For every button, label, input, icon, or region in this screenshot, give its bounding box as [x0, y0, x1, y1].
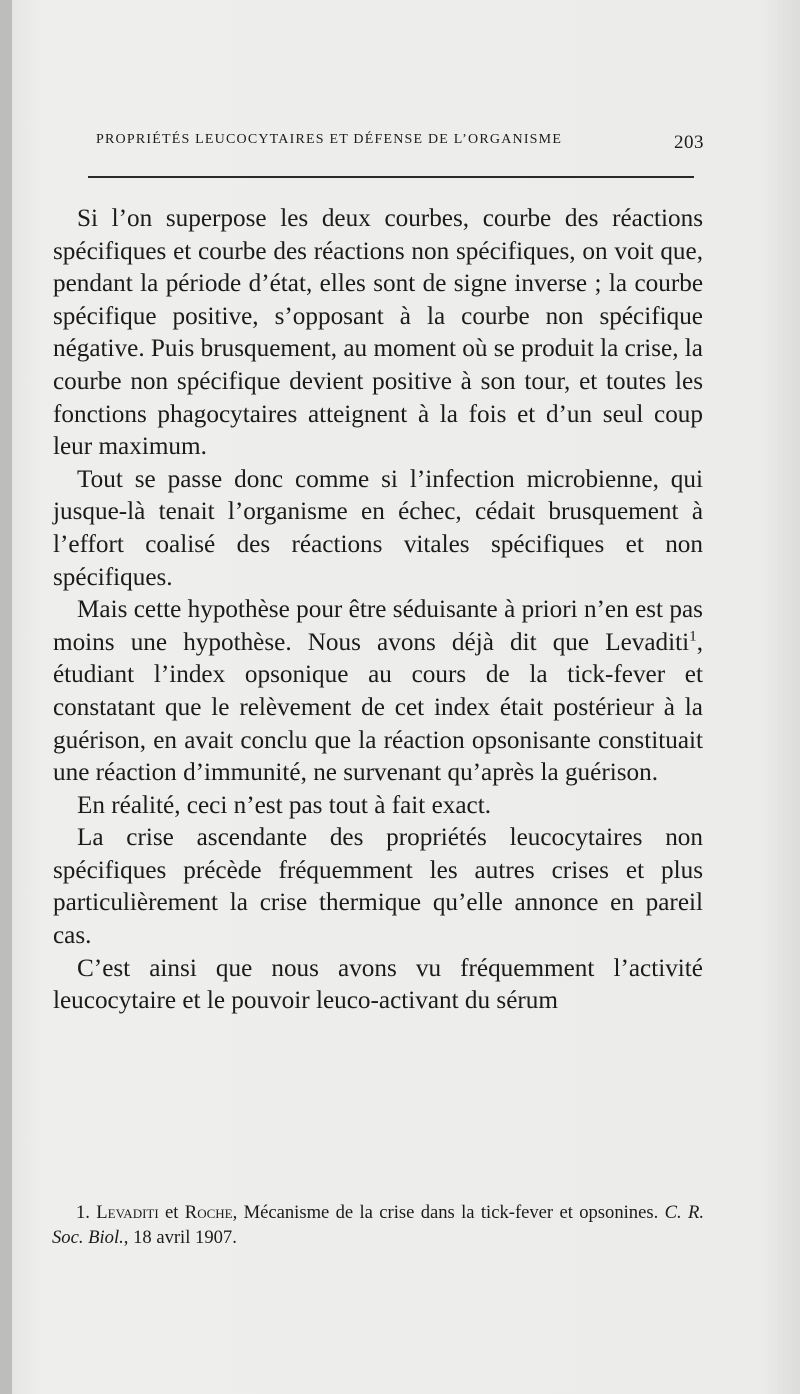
footnote-et: et — [165, 1202, 179, 1223]
paragraph-2: Tout se passe donc comme si l’infection microbienne, qui jusque-là tenait l’organisme en échec, cédait brusquement à l’effort coalisé des réactions vitales spécifiques et non spécifiques. — [53, 465, 703, 591]
footnote-author-2: Roche — [184, 1202, 233, 1223]
paragraph-5: La crise ascendante des propriétés leucocytaires non spécifiques précède fréquemment les autres crises et plus particulièrement la crise thermique qu’elle annonce en pareil cas. — [53, 824, 703, 950]
footnote-journal: C. R. Soc. Biol. — [52, 1202, 704, 1248]
footnote-title: , Mécanisme de la crise dans la tick-fever et opsonines. — [232, 1202, 659, 1223]
paragraph-3-end: , étudiant l’index opsonique au cours de la tick-fever et constatant que le relèvement de cet index était postérieur à la guérison, en avait conclu que la réaction opsonisante constituait une réaction d’immunité, ne survenant qu’après la guérison. — [53, 628, 703, 787]
footnote-number: 1. — [76, 1202, 90, 1223]
footnote — [52, 1200, 704, 1250]
footnote-author-1: Levaditi — [96, 1202, 159, 1223]
book-page — [52, 0, 704, 1394]
paragraph-3-start: Mais cette hypothèse pour être séduisante à priori n’en est pas moins une hypothèse. Nous avons déjà dit que Levaditi — [53, 596, 703, 656]
paragraph-6: C’est ainsi que nous avons vu fréquemment l’activité leucocytaire et le pouvoir leuco-activant du sérum — [53, 954, 703, 1015]
paragraph-1: Si l’on superpose les deux courbes, courbe des réactions spécifiques et courbe des réactions non spécifiques, on voit que, pendant la période d’état, elles sont de signe inverse ; la courbe spécifique positive, s’opposant à la courbe non spécifique négative. Puis brusquement, au moment où se produit la crise, la courbe non spécifique devient positive à son tour, et toutes les fonctions phagocytaires atteignent à la fois et d’un seul coup leur maximum. — [53, 205, 703, 461]
page-number: 203 — [674, 132, 704, 153]
header-rule — [88, 176, 694, 178]
running-head-title: PROPRIÉTÉS LEUCOCYTAIRES ET DÉFENSE DE L’ORGANISME — [96, 132, 563, 147]
footnote-date: , 18 avril 1907. — [123, 1227, 237, 1248]
paragraph-4: En réalité, ceci n’est pas tout à fait exact. — [77, 791, 491, 819]
body-text — [53, 203, 703, 1018]
running-head — [96, 132, 704, 154]
footnote-reference: 1 — [689, 628, 697, 645]
page-gutter-shadow — [0, 0, 12, 1394]
paragraph-3 — [53, 594, 703, 790]
